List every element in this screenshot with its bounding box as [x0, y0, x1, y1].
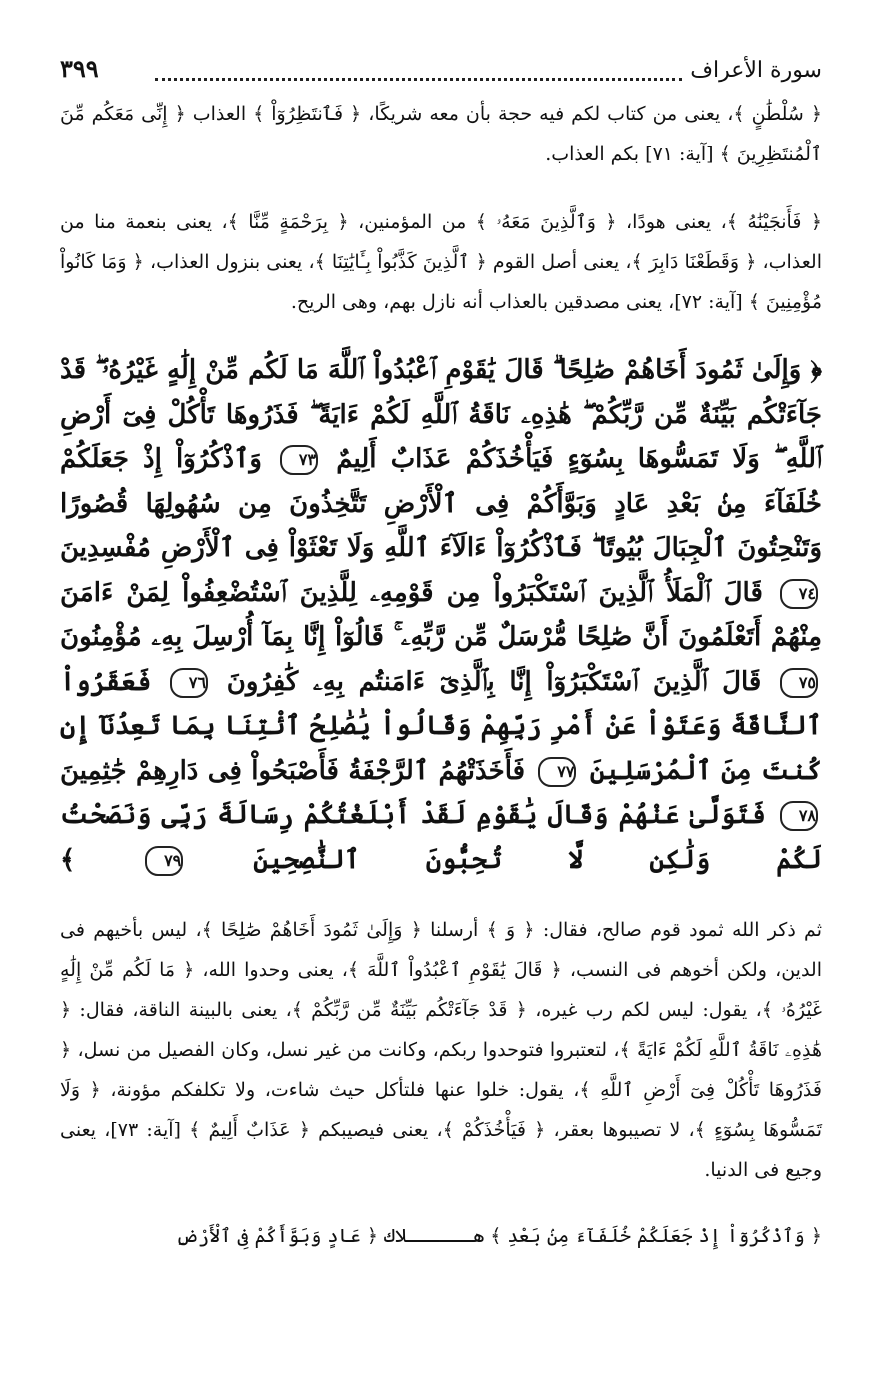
commentary-paragraph-4: ﴿ وَٱذْكُرُوٓاْ إِذْ جَعَلَكُمْ خُلَفَآءَ مِنۢ بَعْدِ ﴾ هــــــلاك ﴿ عَادٍ وَبَوَّأَكُمْ فِى ٱلْأَرْضِ: [175, 1225, 822, 1247]
verse-text: فَعَقَرُواْ ٱلنَّاقَةَ وَعَتَوْاْ عَنْ أَمْرِ رَبِّهِمْ وَقَالُواْ يَٰصَٰلِحُ ٱئْتِنَا بِمَا تَعِدُنَآ إِن كُنتَ مِنَ ٱلْمُرْسَلِينَ: [60, 666, 822, 786]
header-dot-leader: [155, 78, 682, 81]
verse-closing-bracket: ﴾: [60, 844, 76, 875]
commentary-paragraph-2: ﴿ فَأَنجَيْنَٰهُ ﴾، يعنى هودًا، ﴿ وَٱلَّذِينَ مَعَهُۥ ﴾ من المؤمنين، ﴿ بِرَحْمَةٍ مِّنَّا ﴾، يعنى بنعمة منا من العذاب، ﴿ وَقَطَعْنَا دَابِرَ ﴾، يعنى أصل القوم ﴿ ٱلَّذِينَ كَذَّبُواْ بِـَٔايَٰتِنَا ﴾، يعنى بنزول العذاب، ﴿ وَمَا كَانُواْ مُؤْمِنِينَ ﴾ [آية: ٧٢]، يعنى مصدقين بالعذاب أنه نازل بهم، وهى الريح.: [60, 211, 822, 313]
surah-title: سورة الأعراف: [690, 58, 822, 83]
verse-text: فَتَوَلَّىٰ عَنْهُمْ وَقَالَ يَٰقَوْمِ لَقَدْ أَبْلَغْتُكُمْ رِسَالَةَ رَبِّى وَنَصَحْتُ لَكُمْ وَلَٰكِن لَّا تُحِبُّونَ ٱلنَّٰصِحِينَ: [60, 800, 822, 875]
ayah-number-marker: ٧٧: [538, 757, 576, 787]
ayah-number-marker: ٧٥: [780, 668, 818, 698]
page-number: ٣٩٩: [60, 54, 99, 83]
verse-text: وَٱذْكُرُوٓاْ إِذْ جَعَلَكُمْ خُلَفَآءَ مِنۢ بَعْدِ عَادٍ وَبَوَّأَكُمْ فِى ٱلْأَرْضِ تَتَّخِذُونَ مِن سُهُولِهَا قُصُورًا وَتَنْحِتُونَ ٱلْجِبَالَ بُيُوتًا ۖ فَٱذْكُرُوٓاْ ءَالَآءَ ٱللَّهِ وَلَا تَعْثَوْاْ فِى ٱلْأَرْضِ مُفْسِدِينَ: [60, 444, 822, 563]
ayah-number-marker: ٧٤: [780, 579, 818, 609]
ayah-number-marker: ٧٣: [280, 445, 318, 475]
ayah-number-marker: ٧٩: [145, 846, 183, 876]
quran-verses-block: [60, 348, 822, 882]
book-page: [60, 50, 822, 1380]
verse-text: قَالَ ٱلَّذِينَ ٱسْتَكْبَرُوٓاْ إِنَّا بِٱلَّذِىٓ ءَامَنتُم بِهِۦ كَٰفِرُونَ: [226, 666, 762, 697]
verse-text: فَأَخَذَتْهُمُ ٱلرَّجْفَةُ فَأَصْبَحُواْ فِى دَارِهِمْ جَٰثِمِينَ: [60, 755, 526, 786]
commentary-paragraph-1: ﴿ سُلْطَٰنٍ ﴾، يعنى من كتاب لكم فيه حجة بأن معه شريكًا، ﴿ فَٱنتَظِرُوٓاْ ﴾ العذاب ﴿ إِنِّى مَعَكُم مِّنَ ٱلْمُنتَظِرِينَ ﴾ [آية: ٧١] بكم العذاب.: [60, 103, 822, 165]
verse-text: ﴿ وَإِلَىٰ ثَمُودَ أَخَاهُمْ صَٰلِحًا ۗ قَالَ يَٰقَوْمِ ٱعْبُدُواْ ٱللَّهَ مَا لَكُم مِّنْ إِلَٰهٍ غَيْرُهُۥ ۖ قَدْ جَآءَتْكُم بَيِّنَةٌ مِّن رَّبِّكُمْ ۖ هَٰذِهِۦ نَاقَةُ ٱللَّهِ لَكُمْ ءَايَةً ۖ فَذَرُوهَا تَأْكُلْ فِىٓ أَرْضِ ٱللَّهِ ۖ وَلَا تَمَسُّوهَا بِسُوٓءٍ فَيَأْخُذَكُمْ عَذَابٌ أَلِيمٌ: [60, 355, 822, 474]
ayah-number-marker: ٧٦: [170, 668, 208, 698]
verse-text: قَالَ ٱلْمَلَأُ ٱلَّذِينَ ٱسْتَكْبَرُواْ مِن قَوْمِهِۦ لِلَّذِينَ ٱسْتُضْعِفُواْ لِمَنْ ءَامَنَ مِنْهُمْ أَتَعْلَمُونَ أَنَّ صَٰلِحًا مُّرْسَلٌ مِّن رَّبِّهِۦ ۚ قَالُوٓاْ إِنَّا بِمَآ أُرْسِلَ بِهِۦ مُؤْمِنُونَ: [60, 577, 822, 652]
ayah-number-marker: ٧٨: [780, 801, 818, 831]
page-header: [60, 50, 822, 90]
commentary-paragraph-3: ثم ذكر الله ثمود قوم صالح، فقال: ﴿ وَ ﴾ أرسلنا ﴿ وَإِلَىٰ ثَمُودَ أَخَاهُمْ صَٰلِحًا ﴾، ليس بأخيهم فى الدين، ولكن أخوهم فى النسب، ﴿ قَالَ يَٰقَوْمِ ٱعْبُدُواْ ٱللَّهَ ﴾، يعنى وحدوا الله، ﴿ مَا لَكُم مِّنْ إِلَٰهٍ غَيْرُهُۥ ﴾، يقول: ليس لكم رب غيره، ﴿ قَدْ جَآءَتْكُم بَيِّنَةٌ مِّن رَّبِّكُمْ ﴾، يعنى بالبينة الناقة، فقال: ﴿ هَٰذِهِۦ نَاقَةُ ٱللَّهِ لَكُمْ ءَايَةً ﴾، لتعتبروا فتوحدوا ربكم، وكانت من غير نسل، وكان الفصيل من نسل، ﴿ فَذَرُوهَا تَأْكُلْ فِىٓ أَرْضِ ٱللَّهِ ﴾، يقول: خلوا عنها فلتأكل حيث شاءت، ولا تكلفكم مؤونة، ﴿ وَلَا تَمَسُّوهَا بِسُوٓءٍ ﴾، لا تصيبوها بعقر، ﴿ فَيَأْخُذَكُمْ ﴾، يعنى فيصيبكم ﴿ عَذَابٌ أَلِيمٌ ﴾ [آية: ٧٣]، يعنى وجيع فى الدنيا.: [60, 919, 822, 1181]
